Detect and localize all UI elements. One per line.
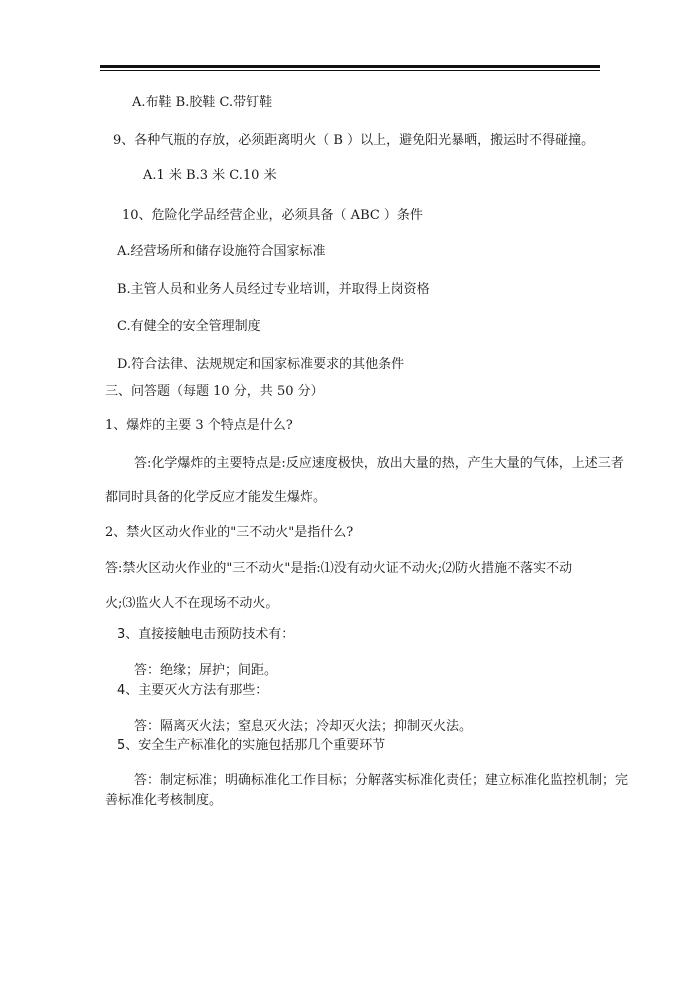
qa3-question: 3、直接接触电击预防技术有：	[117, 627, 295, 642]
qa2-question: 2、禁火区动火作业的"三不动火"是指什么?	[105, 525, 354, 540]
section-heading-qa: 三、问答题（每题 10 分，共 50 分）	[105, 384, 324, 399]
qa1-answer-line2: 都同时具备的化学反应才能发生爆炸。	[105, 490, 327, 505]
q9-question: 9、各种气瓶的存放，必须距离明火（ B ）以上，避免阳光暴晒，搬运时不得碰撞。	[113, 133, 595, 148]
q10-option-c: C.有健全的安全管理制度	[117, 319, 261, 334]
q10-option-b: B.主管人员和业务人员经过专业培训，并取得上岗资格	[117, 282, 430, 297]
qa3-answer: 答：绝缘；屏护；间距。	[134, 663, 278, 678]
qa5-answer-line1: 答：制定标准；明确标准化工作目标；分解落实标准化责任；建立标准化监控机制；完	[134, 773, 629, 788]
q10-option-a: A.经营场所和储存设施符合国家标准	[117, 244, 326, 259]
q10-option-d: D.符合法律、法规规定和国家标准要求的其他条件	[117, 357, 405, 372]
qa1-answer-line1: 答:化学爆炸的主要特点是:反应速度极快，放出大量的热，产生大量的气体，上述三者	[134, 456, 624, 471]
qa5-question: 5、安全生产标准化的实施包括那几个重要环节	[117, 738, 386, 753]
qa2-answer-line1: 答:禁火区动火作业的"三不动火"是指:⑴没有动火证不动火;⑵防火措施不落实不动	[105, 561, 573, 576]
header-rule-thick	[100, 65, 600, 68]
header-rule-thin	[100, 70, 600, 71]
qa4-answer: 答：隔离灭火法；窒息灭火法；冷却灭火法；抑制灭火法。	[134, 719, 473, 734]
q9-options: A.1 米 B.3 米 C.10 米	[143, 168, 277, 183]
qa1-question: 1、爆炸的主要 3 个特点是什么?	[105, 418, 293, 433]
qa4-question: 4、主要灭火方法有那些：	[117, 683, 269, 698]
qa2-answer-line2: 火;⑶监火人不在现场不动火。	[105, 596, 279, 611]
q8-options: A.布鞋 B.胶鞋 C.带钉鞋	[132, 95, 273, 110]
qa5-answer-line2: 善标准化考核制度。	[105, 793, 223, 808]
q10-question: 10、危险化学品经营企业，必须具备（ ABC ）条件	[122, 208, 423, 223]
